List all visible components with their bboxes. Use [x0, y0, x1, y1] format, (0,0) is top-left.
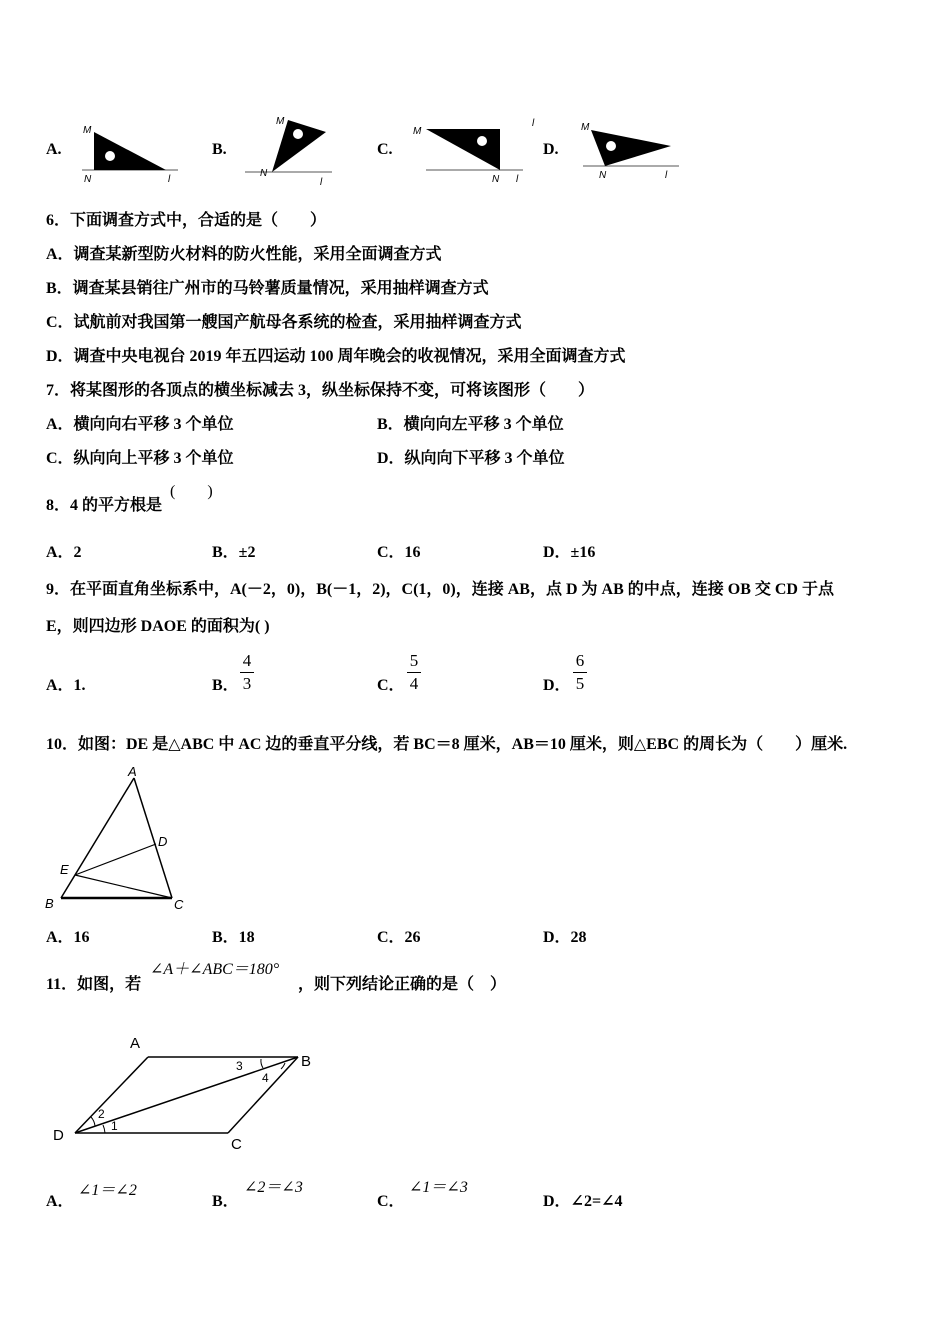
svg-text:l: l [168, 174, 171, 185]
svg-text:A: A [128, 764, 137, 779]
q8-option-a: A．2 [46, 544, 82, 561]
svg-text:l: l [516, 174, 519, 185]
q9-option-c-fraction: 5 4 [407, 651, 421, 694]
svg-text:l: l [532, 118, 535, 129]
q11-option-c-label: C． [377, 1193, 405, 1210]
q10-option-c: C．26 [377, 929, 421, 946]
svg-text:B: B [45, 896, 54, 911]
q5-figure-b [240, 110, 340, 190]
q6-option-b: B．调查某县销往广州市的马铃薯质量情况，采用抽样调查方式 [46, 280, 489, 297]
q10-option-a: A．16 [46, 929, 90, 946]
q7-option-a: A．横向向右平移 3 个单位 [46, 416, 234, 433]
q8-option-c: C．16 [377, 544, 421, 561]
q5-option-c-label: C. [377, 141, 393, 158]
q7-option-d: D．纵向向下平移 3 个单位 [377, 450, 565, 467]
q10-option-b: B．18 [212, 929, 255, 946]
q5-option-a-label: A. [46, 141, 62, 158]
q8-stem: 8．4 的平方根是 [46, 497, 163, 514]
q6-option-d: D．调查中央电视台 2019 年五四运动 100 周年晚会的收视情况，采用全面调查方式 [46, 348, 626, 365]
q8-option-d: D．±16 [543, 544, 596, 561]
svg-text:E: E [60, 862, 69, 877]
svg-text:N: N [260, 168, 268, 179]
svg-text:2: 2 [98, 1107, 105, 1121]
q5-option-b-label: B. [212, 141, 227, 158]
svg-text:3: 3 [236, 1059, 243, 1073]
q11-stem-suffix: ，则下列结论正确的是（ ） [298, 976, 507, 993]
svg-text:D: D [158, 834, 168, 849]
q9-option-b-label: B． [212, 677, 239, 694]
svg-text:C: C [174, 897, 184, 912]
q6-option-c: C．试航前对我国第一艘国产航母各系统的检查，采用抽样调查方式 [46, 314, 522, 331]
svg-text:B: B [301, 1053, 312, 1070]
q5-figure-a [78, 118, 183, 188]
q5-figure-c [408, 114, 543, 189]
svg-text:M: M [276, 116, 285, 127]
q6-option-a: A．调查某新型防火材料的防火性能，采用全面调查方式 [46, 246, 442, 263]
svg-text:l: l [665, 170, 668, 181]
q5-figure-d [575, 116, 685, 186]
svg-text:D: D [53, 1127, 64, 1144]
svg-text:M: M [413, 126, 422, 137]
q11-option-b-equation: ∠2＝∠3 [244, 1179, 303, 1196]
q11-option-a-equation: ∠1＝∠2 [78, 1182, 137, 1199]
q9-option-a: A．1. [46, 677, 86, 694]
q8-answer-paren: ( ) [170, 483, 213, 500]
svg-text:A: A [130, 1035, 141, 1052]
svg-text:N: N [599, 170, 607, 181]
svg-text:1: 1 [111, 1119, 118, 1133]
svg-text:N: N [492, 174, 500, 185]
q11-option-c-equation: ∠1＝∠3 [409, 1179, 468, 1196]
q7-stem: 7．将某图形的各顶点的横坐标减去 3，纵坐标保持不变，可将该图形（ ） [46, 382, 595, 399]
q10-option-d: D．28 [543, 929, 587, 946]
q7-option-b: B．横向向左平移 3 个单位 [377, 416, 564, 433]
svg-text:4: 4 [262, 1071, 269, 1085]
q6-stem: 6．下面调查方式中，合适的是（ ） [46, 212, 327, 229]
q11-option-a-label: A． [46, 1193, 74, 1210]
q5-option-d-label: D. [543, 141, 559, 158]
q10-triangle-figure [40, 762, 200, 912]
q9-option-d-fraction: 6 5 [573, 651, 587, 694]
q7-option-c: C．纵向向上平移 3 个单位 [46, 450, 234, 467]
q11-stem-prefix: 11．如图，若 [46, 976, 142, 993]
q11-formula: ∠A＋∠ABC＝180° [150, 961, 280, 978]
svg-text:C: C [231, 1136, 242, 1153]
q9-option-c-label: C． [377, 677, 405, 694]
q9-stem-line2: E，则四边形 DAOE 的面积为( ) [46, 618, 270, 635]
q9-stem-line1: 9．在平面直角坐标系中，A(－2，0)，B(－1，2)，C(1，0)，连接 AB，点 D 为 AB 的中点，连接 OB 交 CD 于点 [46, 581, 834, 598]
svg-text:N: N [84, 174, 92, 185]
q11-parallelogram-figure [45, 1025, 335, 1155]
svg-text:M: M [581, 122, 590, 133]
q11-option-d: D．∠2=∠4 [543, 1193, 623, 1210]
q9-option-d-label: D． [543, 677, 571, 694]
q9-option-b-fraction: 4 3 [240, 651, 254, 694]
q8-option-b: B．±2 [212, 544, 256, 561]
svg-text:l: l [320, 177, 323, 188]
q11-option-b-label: B． [212, 1193, 239, 1210]
svg-text:M: M [83, 125, 92, 136]
q10-stem: 10．如图：DE 是△ABC 中 AC 边的垂直平分线，若 BC＝8 厘米，AB＝10 厘米，则△EBC 的周长为（ ）厘米. [46, 736, 848, 753]
